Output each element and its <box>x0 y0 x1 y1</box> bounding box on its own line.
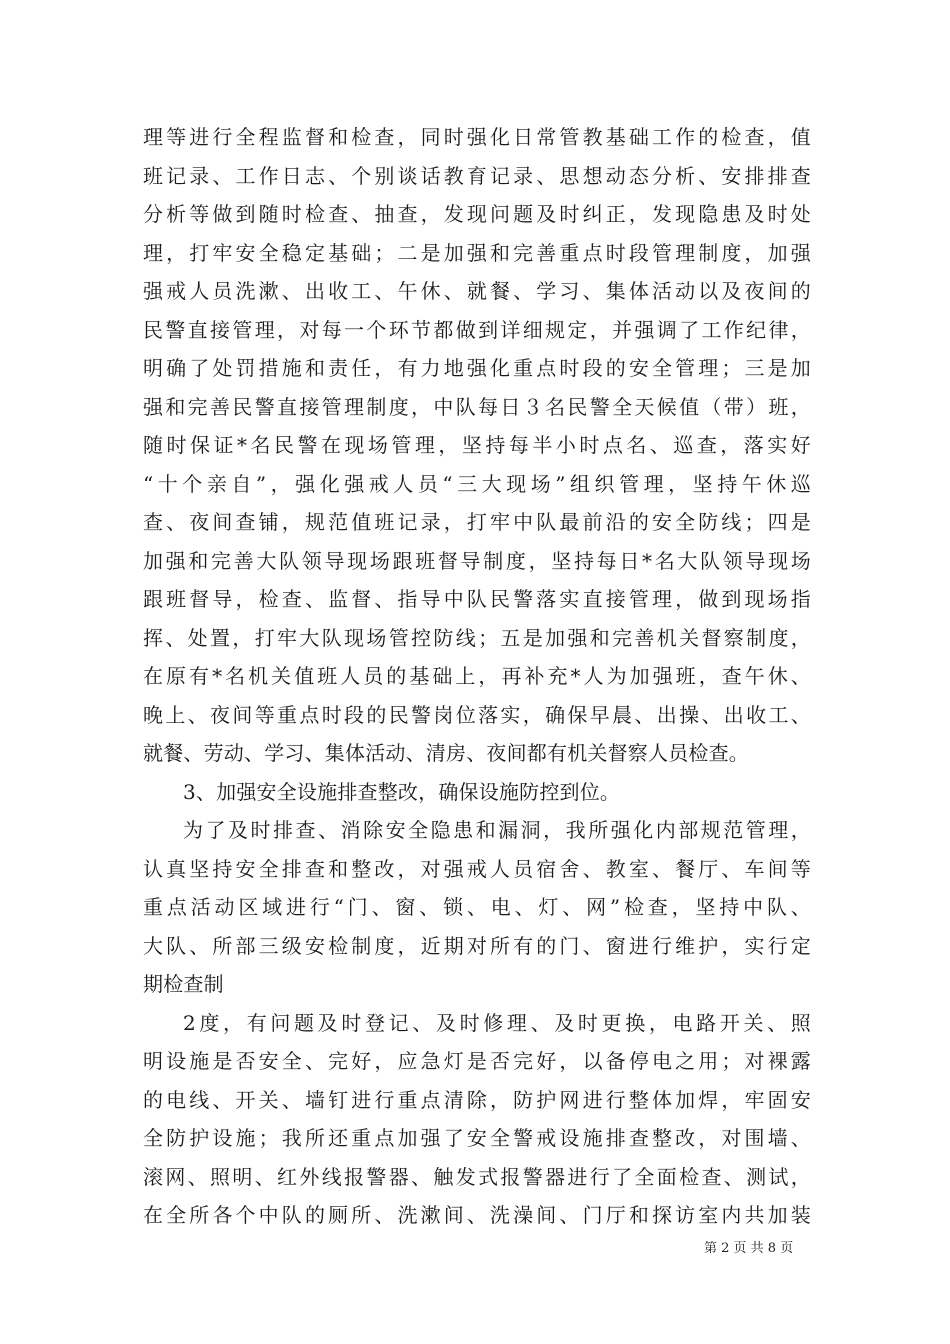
body-text <box>143 118 811 1235</box>
section-heading: 3、加强安全设施排查整改，确保设施防控到位。 <box>183 779 621 804</box>
text-line: 明设施是否安全、完好，应急灯是否完好，以备停电之用；对裸露 <box>143 1049 811 1073</box>
text-line: 查、夜间查铺，规范值班记录，打牢中队最前沿的安全防线；四是 <box>143 510 811 534</box>
text-line: 明确了处罚措施和责任，有力地强化重点时段的安全管理；三是加 <box>143 356 811 380</box>
text-line: 就餐、劳动、学习、集体活动、清房、夜间都有机关督察人员检查。 <box>143 741 749 765</box>
text-line: 期检查制 <box>143 972 224 996</box>
paragraph-first-line: 为了及时排查、消除安全隐患和漏洞，我所强化内部规范管理， <box>183 818 811 842</box>
text-line: 滚网、照明、红外线报警器、触发式报警器进行了全面检查、测试， <box>143 1164 811 1189</box>
page-number: 第 2 页 共 8 页 <box>704 1241 794 1256</box>
text-line: 强戒人员洗漱、出收工、午休、就餐、学习、集体活动以及夜间的 <box>143 279 811 303</box>
text-line: 的电线、开关、墙钉进行重点清除，防护网进行整体加焊，牢固安 <box>143 1087 811 1112</box>
text-line: 班记录、工作日志、个别谈话教育记录、思想动态分析、安排排查 <box>143 163 811 188</box>
text-line: 理等进行全程监督和检查，同时强化日常管教基础工作的检查，值 <box>143 125 811 149</box>
text-line: 分析等做到随时检查、抽查，发现问题及时纠正，发现隐患及时处 <box>143 202 811 226</box>
text-line: 大队、所部三级安检制度，近期对所有的门、窗进行维护，实行定 <box>143 933 811 958</box>
text-line: 理，打牢安全稳定基础；二是加强和完善重点时段管理制度，加强 <box>143 240 811 265</box>
text-line: 强和完善民警直接管理制度，中队每日３名民警全天候值（带）班， <box>143 394 811 419</box>
text-line: 晚上、夜间等重点时段的民警岗位落实，确保早晨、出操、出收工、 <box>143 702 811 727</box>
text-line: 在原有*名机关值班人员的基础上，再补充*人为加强班，查午休、 <box>143 664 811 688</box>
text-line: 随时保证*名民警在现场管理，坚持每半小时点名、巡查，落实好 <box>143 433 811 457</box>
text-line: 全防护设施；我所还重点加强了安全警戒设施排查整改，对围墙、 <box>143 1126 811 1150</box>
paragraph-first-line: 2度，有问题及时登记、及时修理、及时更换，电路开关、照 <box>183 1010 811 1035</box>
text-line: 民警直接管理，对每一个环节都做到详细规定，并强调了工作纪律， <box>143 317 811 342</box>
text-line: 重点活动区域进行“门、窗、锁、电、灯、网”检查，坚持中队、 <box>143 895 811 919</box>
text-line: 认真坚持安全排查和整改，对强戒人员宿舍、教室、餐厅、车间等 <box>143 856 811 881</box>
text-line: 挥、处置，打牢大队现场管控防线；五是加强和完善机关督察制度， <box>143 625 811 650</box>
text-line: 在全所各个中队的厕所、洗漱间、洗澡间、门厅和探访室内共加装 <box>143 1203 811 1227</box>
text-line: 加强和完善大队领导现场跟班督导制度，坚持每日*名大队领导现场 <box>143 548 811 573</box>
text-line: 跟班督导，检查、监督、指导中队民警落实直接管理，做到现场指 <box>143 587 811 611</box>
text-line: “十个亲自”，强化强戒人员“三大现场”组织管理，坚持午休巡 <box>143 471 811 496</box>
